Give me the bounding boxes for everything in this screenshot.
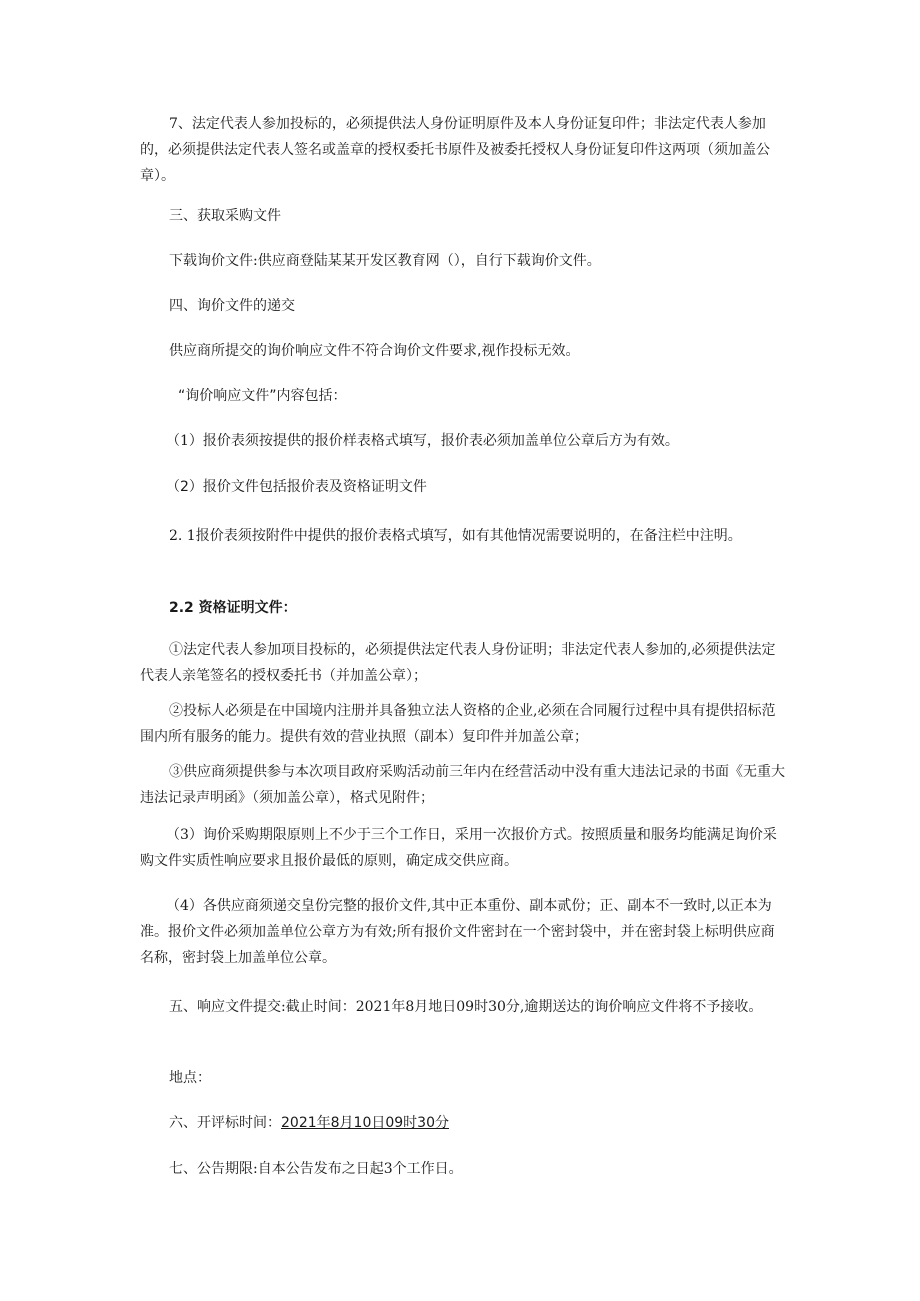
section-6-value: 2021年8月10日09时30分: [281, 1115, 449, 1131]
item-2-2-label: 2.2 资格证明文件：: [169, 600, 297, 616]
section-7-paragraph: [140, 1156, 786, 1182]
location-line: 地点：: [169, 1070, 211, 1086]
paragraph-item-7: 7、法定代表人参加投标的，必须提供法人身份证明原件及本人身份证复印件；非法定代表人参加的，必须提供法定代表人签名或盖章的授权委托书原件及被委托授权人身份证复印件这两项（须加盖公章）。: [140, 116, 770, 184]
download-label: 下载询价文件: [169, 253, 253, 269]
section-3-heading: 三、获取采购文件: [169, 208, 281, 224]
download-text: :供应商登陆某某开发区教育网（），自行下载询价文件。: [253, 253, 601, 269]
qualification-1: ①法定代表人参加项目投标的，必须提供法定代表人身份证明；非法定代表人参加的,必须提供法定代表人亲笔签名的授权委托书（并加盖公章）；: [140, 642, 776, 684]
item-2-1: 2. 1报价表须按附件中提供的报价表格式填写，如有其他情况需要说明的，在备注栏中注明。: [169, 528, 742, 544]
download-paragraph: [140, 248, 786, 274]
section-7-text: :自本公告发布之日起3个工作日。: [253, 1161, 463, 1177]
section-5-paragraph: [140, 994, 786, 1020]
item-2-heading: （2）报价文件包括报价表及资格证明文件: [166, 479, 427, 495]
section-5-label: 五、响应文件提: [169, 999, 267, 1015]
qualification-2: ②投标人必须是在中国境内注册并具备独立法人资格的企业,必须在合同履行过程中具有提供招标范围内所有服务的能力。提供有效的营业执照（副本）复印件并加盖公章；: [140, 703, 776, 745]
section-7-label: 七、公告期限: [169, 1161, 253, 1177]
qualification-3: ③供应商须提供参与本次项目政府采购活动前三年内在经营活动中没有重大违法记录的书面《无重大违法记录声明函》（须加盖公章），格式见附件；: [140, 764, 785, 806]
submission-paragraph: 供应商所提交的询价响应文件不符合询价文件要求,视作投标无效。: [169, 343, 580, 359]
section-4-heading: 四、询价文件的递交: [169, 298, 295, 314]
item-4: （4）各供应商须递交皇份完整的报价文件,其中正本重份、副本贰份；正、副本不一致时,以正本为准。报价文件必须加盖单位公章方为有效;所有报价文件密封在一个密封袋中，并在密封袋上标明供应商名称，密封袋上加盖单位公章。: [140, 898, 775, 966]
item-1: （1）报价表须按提供的报价样表格式填写，报价表必须加盖单位公章后方为有效。: [166, 433, 679, 449]
item-2-2: [140, 595, 786, 621]
section-5-text: 交:截止时间：2021年8月地日09时30分,逾期送达的询价响应文件将不予接收。: [267, 999, 763, 1015]
section-6-label: 六、开评标时间：: [169, 1115, 281, 1131]
content-intro: “询价响应文件”内容包括：: [178, 388, 347, 404]
section-6-paragraph: [140, 1110, 786, 1136]
item-3: （3）询价采购期限原则上不少于三个工作日，采用一次报价方式。按照质量和服务均能满足询价采购文件实质性响应要求且报价最低的原则，确定成交供应商。: [140, 827, 777, 869]
